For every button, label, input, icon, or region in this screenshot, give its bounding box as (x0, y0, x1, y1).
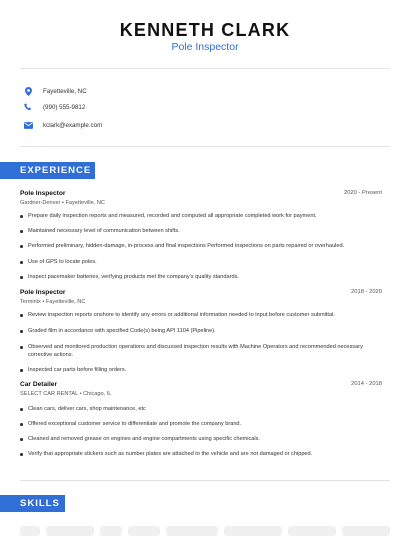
skill-chip (288, 526, 336, 536)
job-title: Pole Inspector (20, 190, 66, 197)
job-bullet: Maintained necessary level of communication between shifts. (20, 227, 368, 235)
job-title: Car Detailer (20, 381, 58, 388)
location-text: Fayetteville, NC (43, 87, 87, 95)
skill-chip (46, 526, 94, 536)
mail-icon (20, 118, 36, 132)
skills-heading-label: SKILLS (20, 498, 60, 509)
experience-heading (0, 162, 95, 179)
job-dates: 2018 - 2020 (351, 289, 382, 295)
job-bullet: Clean cars, deliver cars, shop maintenance, etc (20, 405, 368, 413)
skill-chip (128, 526, 160, 536)
job-bullet: Inspected car parts before filling orders. (20, 366, 368, 374)
job-title: Pole Inspector (20, 289, 66, 296)
experience-divider (20, 480, 390, 481)
job-company: Gardner-Denver • Fayetteville, NC (20, 200, 105, 206)
contact-phone (20, 100, 85, 114)
skill-chip (224, 526, 282, 536)
job-bullet: Observed and monitored production operations and discussed inspection results with Machine Operators and recommended necessary corrective actions. (20, 343, 368, 360)
skill-chip (166, 526, 218, 536)
header-divider (20, 68, 390, 69)
job-dates: 2020 - Present (343, 190, 382, 196)
job-bullet: Verify that appropriate stickers such as number plates are attached to the vehicle and are not damaged or chipped. (20, 450, 368, 458)
skills-heading (0, 495, 65, 512)
job-bullet: Inspect pacemaker batteries, verifying products met the company's quality standards. (20, 273, 368, 281)
skill-chip (342, 526, 390, 536)
job-bullet: Performed preliminary, hidden-damage, in-process and final inspections Performed inspections on parts repaired or overhauled. (20, 242, 368, 250)
experience-heading-label: EXPERIENCE (20, 165, 92, 176)
contact-email (20, 118, 102, 132)
email-text[interactable]: kclark@example.com (43, 121, 103, 129)
job-company: Terminix • Fayetteville, NC (20, 299, 86, 305)
candidate-name: KENNETH CLARK (119, 20, 291, 40)
skill-chip (20, 526, 40, 536)
phone-text: (990) 555-9812 (43, 103, 86, 111)
job-bullet: Use of GPS to locate poles. (20, 258, 368, 266)
job-bullet: Offered exceptional customer service to differentiate and promote the company brand. (20, 420, 368, 428)
job-bullet: Graded film in accordance with specified Code(s) being API 1104 (Pipeline). (20, 327, 368, 335)
job-bullet: Cleaned and removed grease on engines and engine compartments using specific chemicals. (20, 435, 368, 443)
job-title-heading: Pole Inspector (171, 41, 239, 53)
job-bullet: Review inspection reports onshore to identify any errors or additional information needed to input before customer submittal. (20, 311, 368, 319)
location-pin-icon (20, 84, 36, 98)
skill-chip (100, 526, 122, 536)
phone-icon (20, 100, 36, 114)
contact-location (20, 84, 87, 98)
contact-divider (20, 146, 390, 147)
job-bullet: Prepare daily inspection reports and measured, recorded and computed all appropriate completed work for payment. (20, 212, 368, 220)
job-company: SELECT CAR RENTAL • Chicago, IL (20, 391, 112, 397)
job-dates: 2014 - 2018 (351, 381, 382, 387)
